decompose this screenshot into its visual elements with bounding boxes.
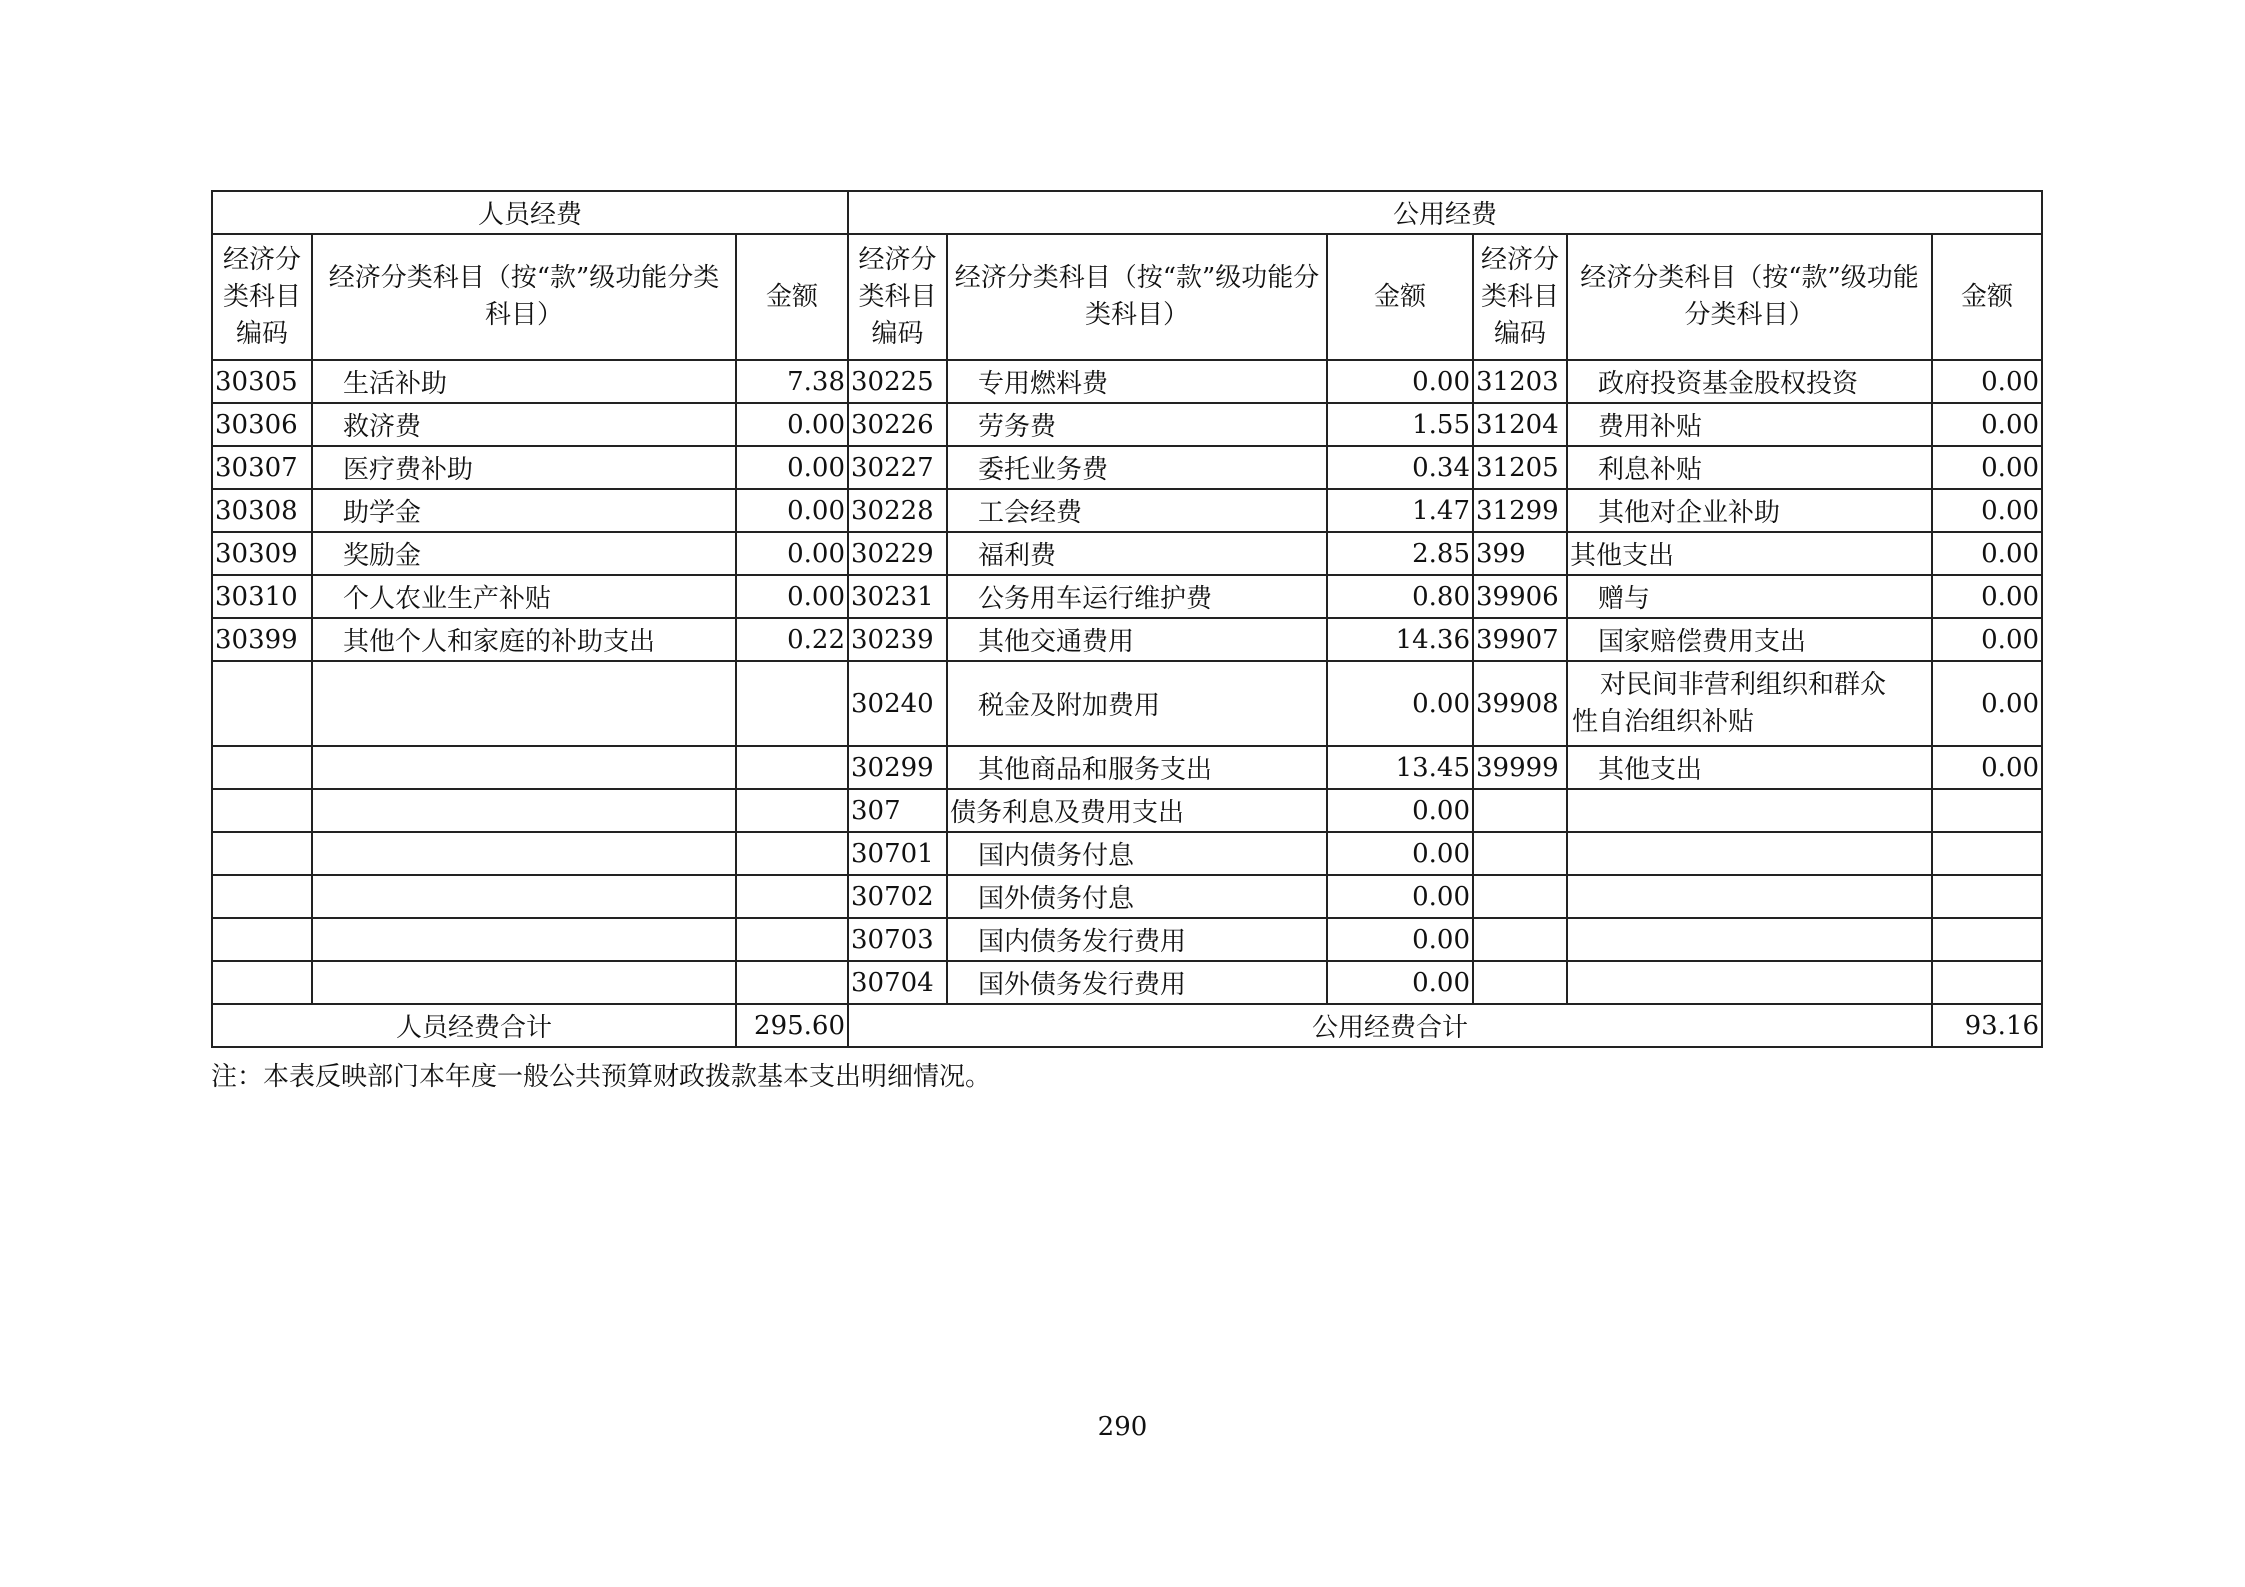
amount-value: 0.00 bbox=[1932, 446, 2042, 489]
table-row bbox=[212, 918, 2042, 961]
subject-name: 福利费 bbox=[947, 532, 1327, 575]
empty-cell bbox=[736, 961, 848, 1004]
economic-code: 30240 bbox=[848, 661, 947, 746]
economic-code: 30309 bbox=[212, 532, 312, 575]
subject-name: 债务利息及费用支出 bbox=[947, 789, 1327, 832]
empty-cell bbox=[1567, 961, 1932, 1004]
economic-code: 399 bbox=[1473, 532, 1567, 575]
amount-value: 0.22 bbox=[736, 618, 848, 661]
subject-name: 国外债务付息 bbox=[947, 875, 1327, 918]
table-footnote: 注：本表反映部门本年度一般公共预算财政拨款基本支出明细情况。 bbox=[211, 1062, 992, 1092]
economic-code: 30308 bbox=[212, 489, 312, 532]
subject-name: 其他个人和家庭的补助支出 bbox=[312, 618, 736, 661]
expenditure-detail-table bbox=[211, 190, 2043, 1048]
subject-name: 国内债务付息 bbox=[947, 832, 1327, 875]
subject-name: 生活补助 bbox=[312, 360, 736, 403]
economic-code: 31205 bbox=[1473, 446, 1567, 489]
public-total-label: 公用经费合计 bbox=[848, 1004, 1932, 1047]
empty-cell bbox=[1567, 875, 1932, 918]
subject-name: 其他支出 bbox=[1567, 532, 1932, 575]
economic-code: 30226 bbox=[848, 403, 947, 446]
totals-row bbox=[212, 1004, 2042, 1047]
public-total-amount: 93.16 bbox=[1932, 1004, 2042, 1047]
economic-code: 31299 bbox=[1473, 489, 1567, 532]
table-row bbox=[212, 403, 2042, 446]
empty-cell bbox=[1932, 918, 2042, 961]
subject-name: 个人农业生产补贴 bbox=[312, 575, 736, 618]
amount-value: 13.45 bbox=[1327, 746, 1473, 789]
empty-cell bbox=[736, 789, 848, 832]
amount-value: 0.00 bbox=[1932, 489, 2042, 532]
header-code: 经济分类科目编码 bbox=[212, 234, 312, 360]
economic-code: 30305 bbox=[212, 360, 312, 403]
table-row bbox=[212, 746, 2042, 789]
amount-value: 2.85 bbox=[1327, 532, 1473, 575]
empty-cell bbox=[312, 832, 736, 875]
subject-name-line1: 对民间非营利组织和群众 bbox=[1600, 669, 1887, 700]
amount-value: 0.00 bbox=[736, 446, 848, 489]
empty-cell bbox=[212, 789, 312, 832]
header-amount: 金额 bbox=[1932, 234, 2042, 360]
empty-cell bbox=[1473, 832, 1567, 875]
subject-name: 工会经费 bbox=[947, 489, 1327, 532]
subject-name: 医疗费补助 bbox=[312, 446, 736, 489]
empty-cell bbox=[312, 918, 736, 961]
table-row bbox=[212, 789, 2042, 832]
empty-cell bbox=[212, 961, 312, 1004]
empty-cell bbox=[312, 789, 736, 832]
economic-code: 30299 bbox=[848, 746, 947, 789]
amount-value: 0.00 bbox=[736, 489, 848, 532]
amount-value: 0.00 bbox=[736, 532, 848, 575]
subject-name: 国家赔偿费用支出 bbox=[1567, 618, 1932, 661]
subject-name: 赠与 bbox=[1567, 575, 1932, 618]
table-row bbox=[212, 961, 2042, 1004]
subject-name: 委托业务费 bbox=[947, 446, 1327, 489]
table-row bbox=[212, 832, 2042, 875]
amount-value: 0.00 bbox=[1327, 360, 1473, 403]
personnel-total-amount: 295.60 bbox=[736, 1004, 848, 1047]
table-row bbox=[212, 875, 2042, 918]
amount-value: 1.55 bbox=[1327, 403, 1473, 446]
subject-name: 费用补贴 bbox=[1567, 403, 1932, 446]
empty-cell bbox=[212, 746, 312, 789]
header-code: 经济分类科目编码 bbox=[1473, 234, 1567, 360]
table-row bbox=[212, 360, 2042, 403]
subject-name: 奖励金 bbox=[312, 532, 736, 575]
economic-code: 31204 bbox=[1473, 403, 1567, 446]
empty-cell bbox=[736, 875, 848, 918]
economic-code: 30227 bbox=[848, 446, 947, 489]
subject-name: 其他支出 bbox=[1567, 746, 1932, 789]
subject-name: 其他交通费用 bbox=[947, 618, 1327, 661]
amount-value: 0.00 bbox=[1327, 661, 1473, 746]
economic-code: 30703 bbox=[848, 918, 947, 961]
economic-code: 39908 bbox=[1473, 661, 1567, 746]
subject-name: 其他商品和服务支出 bbox=[947, 746, 1327, 789]
empty-cell bbox=[212, 661, 312, 746]
table-row bbox=[212, 618, 2042, 661]
empty-cell bbox=[312, 746, 736, 789]
subject-name: 助学金 bbox=[312, 489, 736, 532]
amount-value: 0.00 bbox=[1327, 832, 1473, 875]
subject-name: 其他对企业补助 bbox=[1567, 489, 1932, 532]
economic-code: 30225 bbox=[848, 360, 947, 403]
empty-cell bbox=[1932, 961, 2042, 1004]
empty-cell bbox=[1932, 832, 2042, 875]
header-subject: 经济分类科目（按“款”级功能分类科目） bbox=[312, 234, 736, 360]
amount-value: 0.80 bbox=[1327, 575, 1473, 618]
amount-value: 0.00 bbox=[1932, 403, 2042, 446]
amount-value: 0.00 bbox=[1932, 618, 2042, 661]
table-row bbox=[212, 489, 2042, 532]
table-row bbox=[212, 575, 2042, 618]
empty-cell bbox=[1567, 832, 1932, 875]
economic-code: 39906 bbox=[1473, 575, 1567, 618]
subject-name: 公务用车运行维护费 bbox=[947, 575, 1327, 618]
empty-cell bbox=[1473, 875, 1567, 918]
economic-code: 30239 bbox=[848, 618, 947, 661]
table-row bbox=[212, 532, 2042, 575]
amount-value: 0.00 bbox=[736, 403, 848, 446]
header-amount: 金额 bbox=[1327, 234, 1473, 360]
economic-code: 30704 bbox=[848, 961, 947, 1004]
economic-code: 30229 bbox=[848, 532, 947, 575]
empty-cell bbox=[1567, 918, 1932, 961]
amount-value: 0.00 bbox=[1932, 575, 2042, 618]
empty-cell bbox=[736, 661, 848, 746]
amount-value: 0.00 bbox=[1327, 918, 1473, 961]
subject-name: 国内债务发行费用 bbox=[947, 918, 1327, 961]
economic-code: 30306 bbox=[212, 403, 312, 446]
subject-name: 专用燃料费 bbox=[947, 360, 1327, 403]
amount-value: 0.00 bbox=[1932, 746, 2042, 789]
amount-value: 14.36 bbox=[1327, 618, 1473, 661]
empty-cell bbox=[1567, 789, 1932, 832]
empty-cell bbox=[1473, 918, 1567, 961]
economic-code: 30701 bbox=[848, 832, 947, 875]
amount-value: 0.00 bbox=[1932, 532, 2042, 575]
table-row bbox=[212, 661, 2042, 746]
table-row bbox=[212, 446, 2042, 489]
header-code: 经济分类科目编码 bbox=[848, 234, 947, 360]
page-number: 290 bbox=[1097, 1412, 1148, 1442]
public-section-title: 公用经费 bbox=[848, 191, 2042, 234]
subject-name-line2: 性自治组织补贴 bbox=[1572, 706, 1755, 737]
empty-cell bbox=[736, 918, 848, 961]
economic-code: 307 bbox=[848, 789, 947, 832]
subject-name: 救济费 bbox=[312, 403, 736, 446]
economic-code: 30228 bbox=[848, 489, 947, 532]
economic-code: 39999 bbox=[1473, 746, 1567, 789]
economic-code: 39907 bbox=[1473, 618, 1567, 661]
amount-value: 0.00 bbox=[1327, 875, 1473, 918]
empty-cell bbox=[312, 661, 736, 746]
economic-code: 30399 bbox=[212, 618, 312, 661]
empty-cell bbox=[1473, 961, 1567, 1004]
amount-value: 0.34 bbox=[1327, 446, 1473, 489]
economic-code: 30307 bbox=[212, 446, 312, 489]
empty-cell bbox=[736, 746, 848, 789]
header-subject: 经济分类科目（按“款”级功能分类科目） bbox=[947, 234, 1327, 360]
subject-name: 政府投资基金股权投资 bbox=[1567, 360, 1932, 403]
amount-value: 7.38 bbox=[736, 360, 848, 403]
amount-value: 0.00 bbox=[1932, 661, 2042, 746]
header-subject: 经济分类科目（按“款”级功能分类科目） bbox=[1567, 234, 1932, 360]
subject-name: 税金及附加费用 bbox=[947, 661, 1327, 746]
amount-value: 0.00 bbox=[1327, 789, 1473, 832]
empty-cell bbox=[212, 918, 312, 961]
subject-name: 国外债务发行费用 bbox=[947, 961, 1327, 1004]
empty-cell bbox=[312, 961, 736, 1004]
empty-cell bbox=[212, 832, 312, 875]
empty-cell bbox=[212, 875, 312, 918]
amount-value: 0.00 bbox=[1327, 961, 1473, 1004]
economic-code: 30231 bbox=[848, 575, 947, 618]
header-amount: 金额 bbox=[736, 234, 848, 360]
economic-code: 30702 bbox=[848, 875, 947, 918]
personnel-section-title: 人员经费 bbox=[212, 191, 848, 234]
economic-code: 30310 bbox=[212, 575, 312, 618]
amount-value: 0.00 bbox=[736, 575, 848, 618]
budget-table-sheet bbox=[211, 190, 2041, 1048]
subject-name: 利息补贴 bbox=[1567, 446, 1932, 489]
empty-cell bbox=[736, 832, 848, 875]
economic-code: 31203 bbox=[1473, 360, 1567, 403]
personnel-total-label: 人员经费合计 bbox=[212, 1004, 736, 1047]
subject-name: 劳务费 bbox=[947, 403, 1327, 446]
empty-cell bbox=[1473, 789, 1567, 832]
empty-cell bbox=[1932, 875, 2042, 918]
empty-cell bbox=[312, 875, 736, 918]
empty-cell bbox=[1932, 789, 2042, 832]
subject-name bbox=[1567, 661, 1932, 746]
amount-value: 1.47 bbox=[1327, 489, 1473, 532]
amount-value: 0.00 bbox=[1932, 360, 2042, 403]
